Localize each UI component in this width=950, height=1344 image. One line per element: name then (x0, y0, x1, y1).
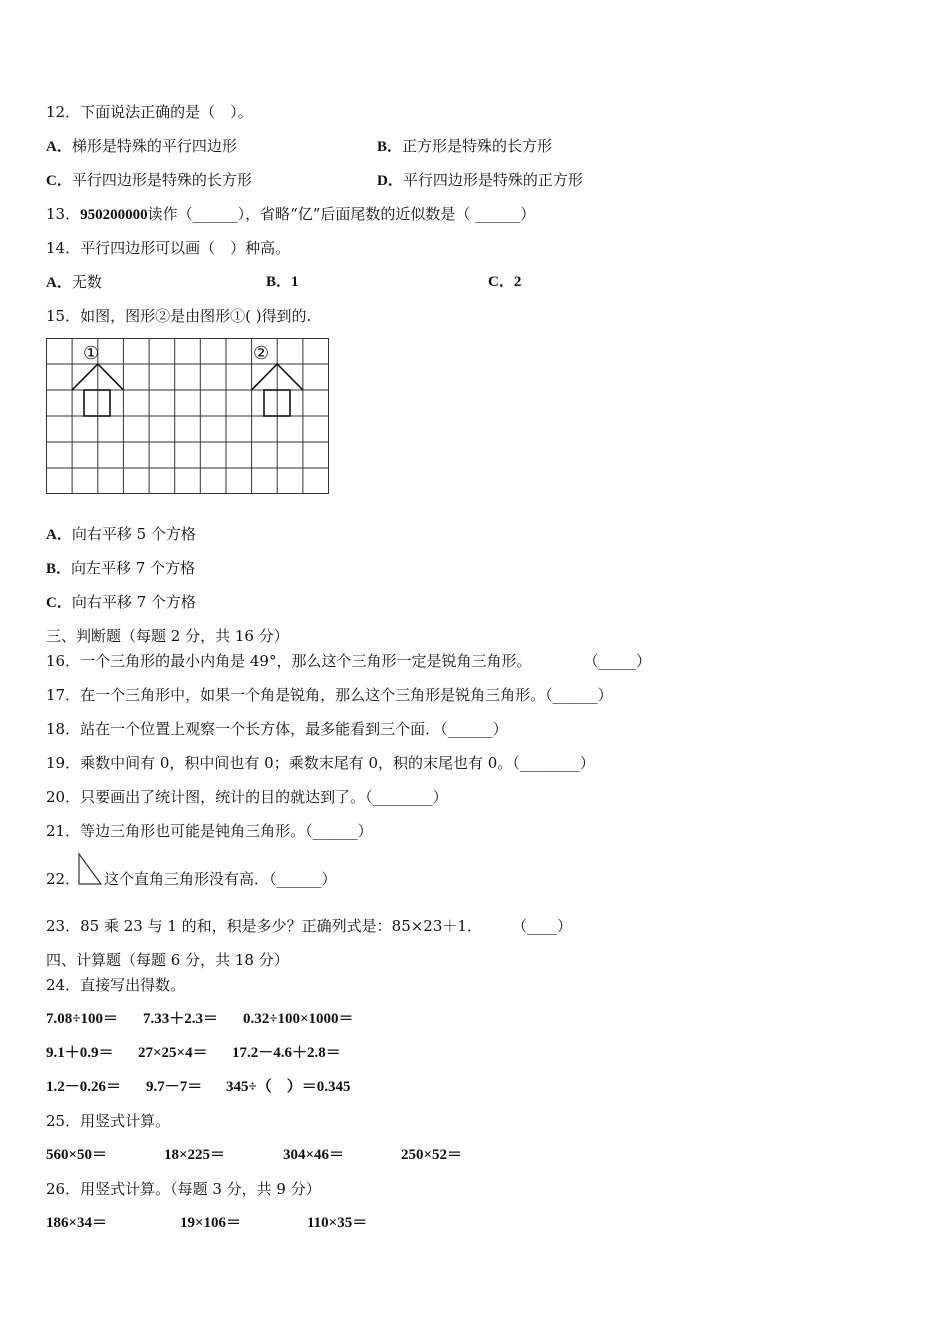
question-22-text: 这个直角三角形没有高．（______） (104, 870, 337, 888)
q23-answer-blank[interactable]: （____） (511, 917, 572, 935)
calc-item: 1.2－0.26＝ (46, 1079, 122, 1095)
q12-option-c[interactable]: C．平行四边形是特殊的长方形 (46, 171, 252, 189)
vertical-calc-item: 560×50＝ (46, 1147, 108, 1163)
q12-option-a[interactable]: A．梯形是特殊的平行四边形 (46, 137, 237, 155)
question-15-stem: 15．如图，图形②是由图形①( )得到的. (46, 307, 312, 325)
vertical-calc-item: 19×106＝ (180, 1215, 242, 1231)
calc-item: 7.08÷100＝ (46, 1011, 118, 1027)
q12-option-d[interactable]: D．平行四边形是特殊的正方形 (377, 171, 583, 189)
question-19: 19．乘数中间有 0，积中间也有 0；乘数末尾有 0，积的末尾也有 0。（________） (46, 754, 595, 772)
q16-answer-blank[interactable]: （_____） (583, 652, 651, 670)
q15-option-b[interactable]: B．向左平移 7 个方格 (46, 559, 196, 577)
right-triangle (79, 854, 101, 884)
q15-option-c[interactable]: C．向右平移 7 个方格 (46, 593, 196, 611)
vertical-calc-item: 110×35＝ (307, 1215, 368, 1231)
q15-option-a[interactable]: A．向右平移 5 个方格 (46, 525, 196, 543)
vertical-calc-item: 304×46＝ (283, 1147, 345, 1163)
q14-option-a[interactable]: A．无数 (46, 273, 102, 291)
right-triangle-figure (77, 852, 103, 890)
translation-grid-figure (46, 338, 330, 500)
circle-label-2: ② (253, 343, 270, 364)
q14-option-c[interactable]: C．2 (488, 274, 522, 290)
question-26-stem: 26．用竖式计算。（每题 3 分，共 9 分） (46, 1180, 321, 1198)
q12-option-b[interactable]: B．正方形是特殊的长方形 (377, 137, 553, 155)
question-17: 17．在一个三角形中，如果一个角是锐角，那么这个三角形是锐角三角形。（______） (46, 686, 613, 704)
vertical-calc-item: 18×225＝ (164, 1147, 226, 1163)
question-20: 20．只要画出了统计图，统计的目的就达到了。（________） (46, 788, 448, 806)
calc-item: 9.7－7＝ (146, 1079, 203, 1095)
question-12-stem: 12．下面说法正确的是（ ）。 (46, 103, 253, 121)
question-25-stem: 25．用竖式计算。 (46, 1112, 171, 1130)
question-18: 18．站在一个位置上观察一个长方体，最多能看到三个面．（______） (46, 720, 508, 738)
calc-item: 27×25×4＝ (138, 1045, 208, 1061)
section-4-heading: 四、计算题（每题 6 分，共 18 分） (46, 951, 289, 969)
question-22-num: 22． (46, 870, 81, 888)
question-16: 16．一个三角形的最小内角是 49°，那么这个三角形一定是锐角三角形。 （_____） (46, 652, 651, 670)
calc-item: 7.33＋2.3＝ (143, 1011, 219, 1027)
q14-option-b[interactable]: B．1 (266, 274, 299, 290)
question-14-stem: 14．平行四边形可以画（ ）种高。 (46, 239, 291, 257)
calc-item: 9.1＋0.9＝ (46, 1045, 114, 1061)
circle-label-1: ① (83, 343, 100, 364)
section-3-heading: 三、判断题（每题 2 分，共 16 分） (46, 627, 289, 645)
calc-item: 17.2－4.6＋2.8＝ (232, 1045, 341, 1061)
question-23: 23．85 乘 23 与 1 的和，积是多少？正确列式是：85×23＋1． （____） (46, 917, 572, 935)
calc-item: 0.32÷100×1000＝ (243, 1011, 354, 1027)
question-13: 13．950200000读作（______），省略“亿”后面尾数的近似数是（ ______） (46, 205, 536, 223)
question-21: 21．等边三角形也可能是钝角三角形。（______） (46, 822, 373, 840)
vertical-calc-item: 250×52＝ (401, 1147, 463, 1163)
question-24-stem: 24．直接写出得数。 (46, 976, 186, 994)
calc-item: 345÷（ ）＝0.345 (226, 1079, 351, 1095)
vertical-calc-item: 186×34＝ (46, 1215, 108, 1231)
